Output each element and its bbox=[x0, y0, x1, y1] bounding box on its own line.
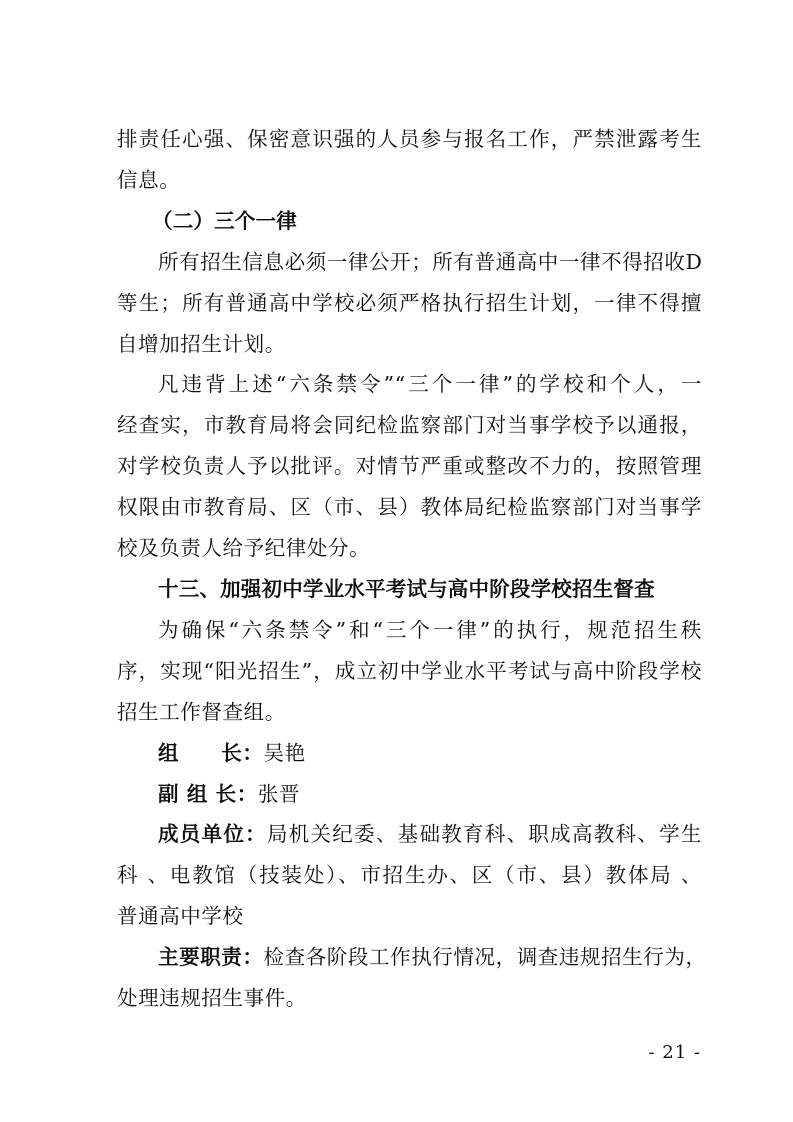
paragraph-line: 所有招生信息必须一律公开；所有普通高中一律不得招收D bbox=[158, 250, 703, 274]
paragraph-line: 信息。 bbox=[117, 168, 181, 192]
paragraph-line: 经查实，市教育局将会同纪检监察部门对当事学校予以通报， bbox=[117, 413, 702, 437]
section-heading: （二）三个一律 bbox=[152, 209, 297, 233]
duty-value: 检查各阶段工作执行情况，调查违规招生行为， bbox=[263, 945, 707, 969]
deputy-line bbox=[158, 780, 702, 808]
paragraph-line: 自增加招生计划。 bbox=[117, 332, 286, 356]
paragraph-line: 校及负责人给予纪律处分。 bbox=[117, 536, 371, 560]
paragraph-line: 排责任心强、保密意识强的人员参与报名工作，严禁泄露考生 bbox=[117, 127, 702, 151]
members-continuation: 普通高中学校 bbox=[117, 904, 244, 928]
paragraph-line: 凡违背上述“六条禁令”“三个一律”的学校和个人，一 bbox=[158, 372, 702, 396]
members-continuation: 科 、电教馆（技装处）、市招生办、区（市、县）教体局 、 bbox=[117, 863, 702, 887]
members-line bbox=[158, 820, 702, 848]
duty-label: 主要职责： bbox=[158, 945, 264, 969]
leader-label: 组 长： bbox=[158, 741, 264, 765]
members-label: 成员单位： bbox=[158, 822, 267, 846]
leader-value: 吴艳 bbox=[263, 741, 306, 765]
page-number: - 21 - bbox=[648, 1042, 701, 1063]
paragraph-line: 序，实现“阳光招生”，成立初中学业水平考试与高中阶段学校 bbox=[117, 659, 702, 683]
section-heading: 十三、加强初中学业水平考试与高中阶段学校招生督查 bbox=[158, 577, 655, 601]
deputy-label: 副 组 长： bbox=[158, 782, 258, 806]
duty-line bbox=[158, 943, 707, 971]
leader-line bbox=[158, 739, 702, 767]
duty-continuation: 处理违规招生事件。 bbox=[117, 986, 307, 1010]
paragraph-line: 等生；所有普通高中学校必须严格执行招生计划，一律不得擅 bbox=[117, 291, 702, 315]
members-value: 局机关纪委、基础教育科、职成高教科、学生 bbox=[266, 822, 702, 846]
paragraph-line: 对学校负责人予以批评。对情节严重或整改不力的，按照管理 bbox=[117, 454, 702, 478]
paragraph-line: 为确保“六条禁令”和“三个一律”的执行，规范招生秩 bbox=[158, 618, 702, 642]
paragraph-line: 权限由市教育局、区（市、县）教体局纪检监察部门对当事学 bbox=[117, 495, 702, 519]
paragraph-line: 招生工作督查组。 bbox=[117, 700, 286, 724]
deputy-value: 张晋 bbox=[257, 782, 301, 806]
